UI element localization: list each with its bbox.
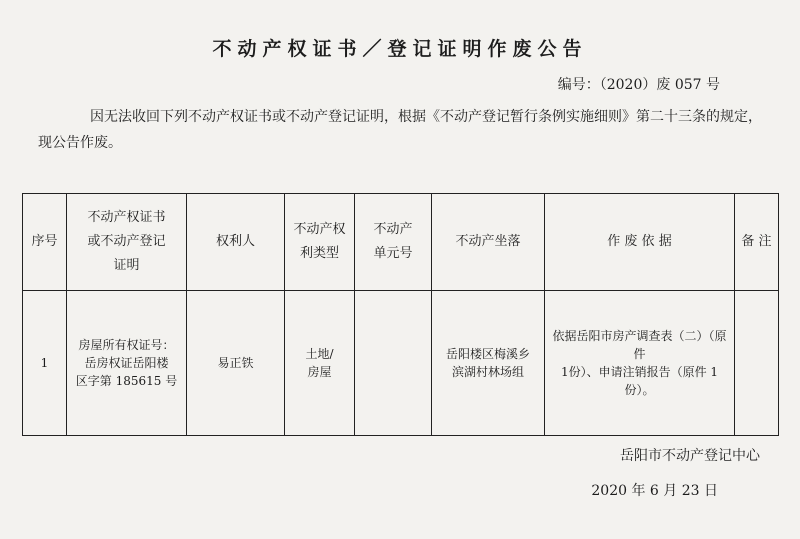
header-location: 不动产坐落 xyxy=(432,194,545,291)
document-number: 编号：（2020）废 057 号 xyxy=(557,77,720,93)
cell-location: 岳阳楼区梅溪乡 滨湖村林场组 xyxy=(432,291,545,436)
issuing-organization: 岳阳市不动产登记中心 xyxy=(620,448,760,464)
issue-date: 2020 年 6 月 23 日 xyxy=(591,483,718,499)
cell-right-type: 土地/ 房屋 xyxy=(285,291,355,436)
voided-certificates-table xyxy=(22,193,779,436)
header-seq: 序号 xyxy=(23,194,67,291)
header-unit-number: 不动产 单元号 xyxy=(355,194,432,291)
cell-unit-number xyxy=(355,291,432,436)
cell-seq: 1 xyxy=(23,291,67,436)
cell-basis: 依据岳阳市房产调查表（二）（原件 1份）、申请注销报告（原件 1份）。 xyxy=(545,291,735,436)
header-right-type: 不动产权 利类型 xyxy=(285,194,355,291)
cell-remark xyxy=(735,291,779,436)
page-title: 不动产权证书／登记证明作废公告 xyxy=(212,38,588,60)
header-certificate: 不动产权证书 或不动产登记 证明 xyxy=(67,194,187,291)
cell-certificate: 房屋所有权证号： 岳房权证岳阳楼 区字第 185615 号 xyxy=(67,291,187,436)
header-basis: 作 废 依 据 xyxy=(545,194,735,291)
header-remark: 备 注 xyxy=(735,194,779,291)
cell-holder: 易正铁 xyxy=(187,291,285,436)
table-row xyxy=(23,291,779,436)
header-holder: 权利人 xyxy=(187,194,285,291)
table-header-row xyxy=(23,194,779,291)
announcement-paragraph: 因无法收回下列不动产权证书或不动产登记证明，根据《不动产登记暂行条例实施细则》第二十三条的规定，现公告作废。 xyxy=(38,109,762,151)
